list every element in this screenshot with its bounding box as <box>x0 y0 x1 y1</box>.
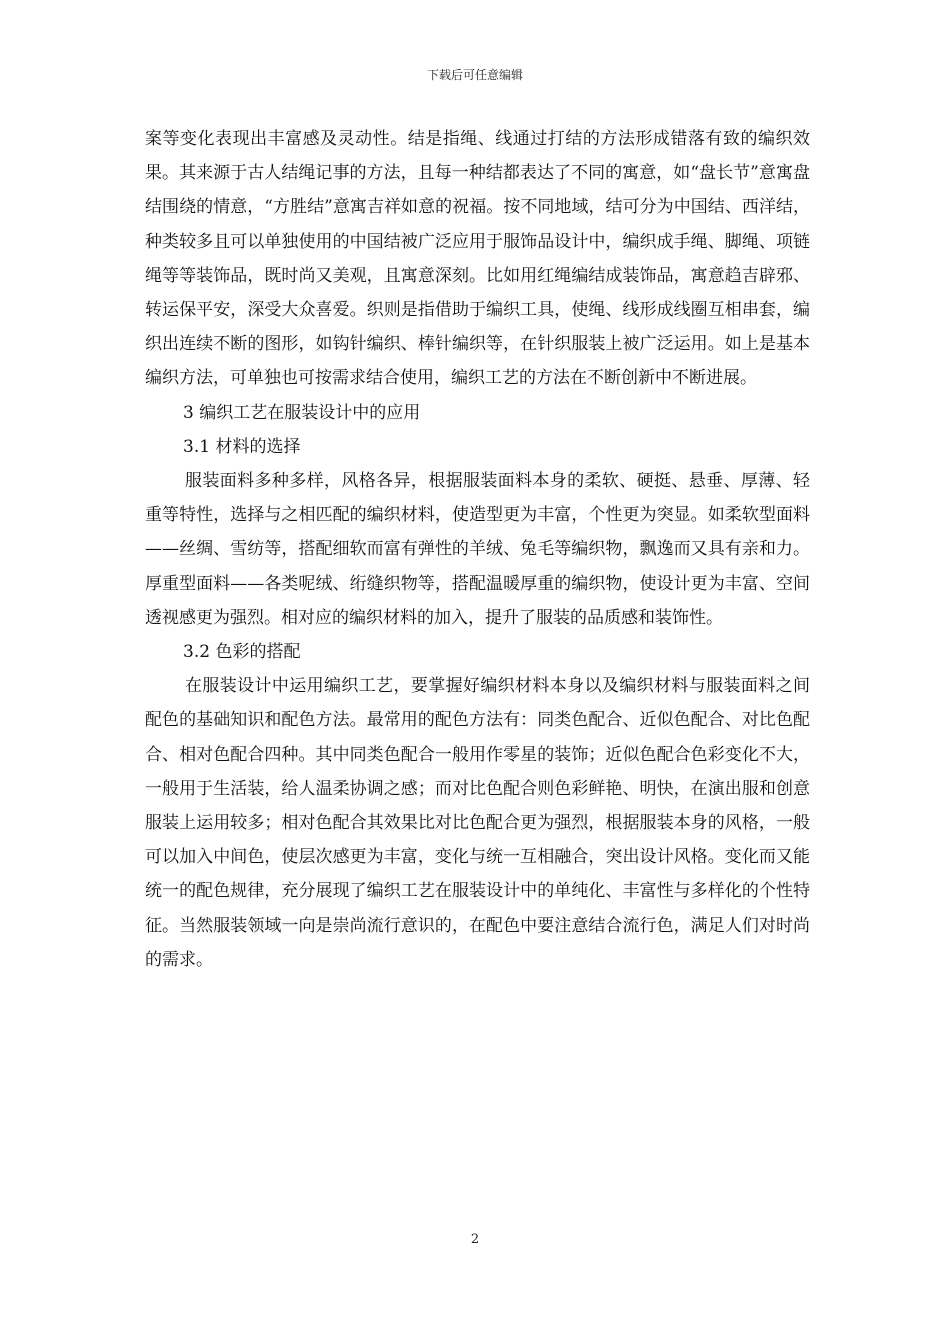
page-number: 2 <box>470 1232 480 1247</box>
paragraph-material-selection: 服装面料多种多样，风格各异，根据服装面料本身的柔软、硬挺、悬垂、厚薄、轻重等特性，选择与之相匹配的编织材料，使造型更为丰富，个性更为突显。如柔软型面料——丝绸、雪纺等，搭配细软而富有弹性的羊绒、兔毛等编织物，飘逸而又具有亲和力。厚重型面料——各类呢绒、绗缝织物等，搭配温暖厚重的编织物，使设计更为丰富、空间透视感更为强烈。相对应的编织材料的加入，提升了服装的品质感和装饰性。 <box>145 471 810 628</box>
paragraph-color-matching: 在服装设计中运用编织工艺，要掌握好编织材料本身以及编织材料与服装面料之间配色的基础知识和配色方法。最常用的配色方法有：同类色配合、近似色配合、对比色配合、相对色配合四种。其中同类色配合一般用作零星的装饰；近似色配合色彩变化不大，一般用于生活装，给人温柔协调之感；而对比色配合则色彩鲜艳、明快，在演出服和创意服装上运用较多；相对色配合其效果比对比色配合更为强烈，根据服装本身的风格，一般可以加入中间色，使层次感更为丰富，变化与统一互相融合，突出设计风格。变化而又能统一的配色规律，充分展现了编织工艺在服装设计中的单纯化、丰富性与多样化的个性特征。当然服装领域一向是崇尚流行意识的，在配色中要注意结合流行色，满足人们对时尚的需求。 <box>145 676 810 970</box>
page-header: 下载后可任意编辑 <box>426 68 523 82</box>
subsection-heading-3-1: 3.1 材料的选择 <box>183 436 301 457</box>
document-body <box>145 122 810 977</box>
section-heading-3: 3 编织工艺在服装设计中的应用 <box>183 402 421 423</box>
paragraph-intro: 案等变化表现出丰富感及灵动性。结是指绳、线通过打结的方法形成错落有致的编织效果。其来源于古人结绳记事的方法，且每一种结都表达了不同的寓意，如“盘长节”意寓盘结围绕的情意，“方胜结”意寓吉祥如意的祝福。按不同地域，结可分为中国结、西洋结，种类较多且可以单独使用的中国结被广泛应用于服饰品设计中，编织成手绳、脚绳、项链绳等等装饰品，既时尚又美观，且寓意深刻。比如用红绳编结成装饰品，寓意趋吉辟邪、转运保平安，深受大众喜爱。织则是指借助于编织工具，使绳、线形成线圈互相串套，编织出连续不断的图形，如钩针编织、棒针编织等，在针织服装上被广泛运用。如上是基本编织方法，可单独也可按需求结合使用，编织工艺的方法在不断创新中不断进展。 <box>145 129 810 389</box>
subsection-heading-3-2: 3.2 色彩的搭配 <box>183 642 301 663</box>
